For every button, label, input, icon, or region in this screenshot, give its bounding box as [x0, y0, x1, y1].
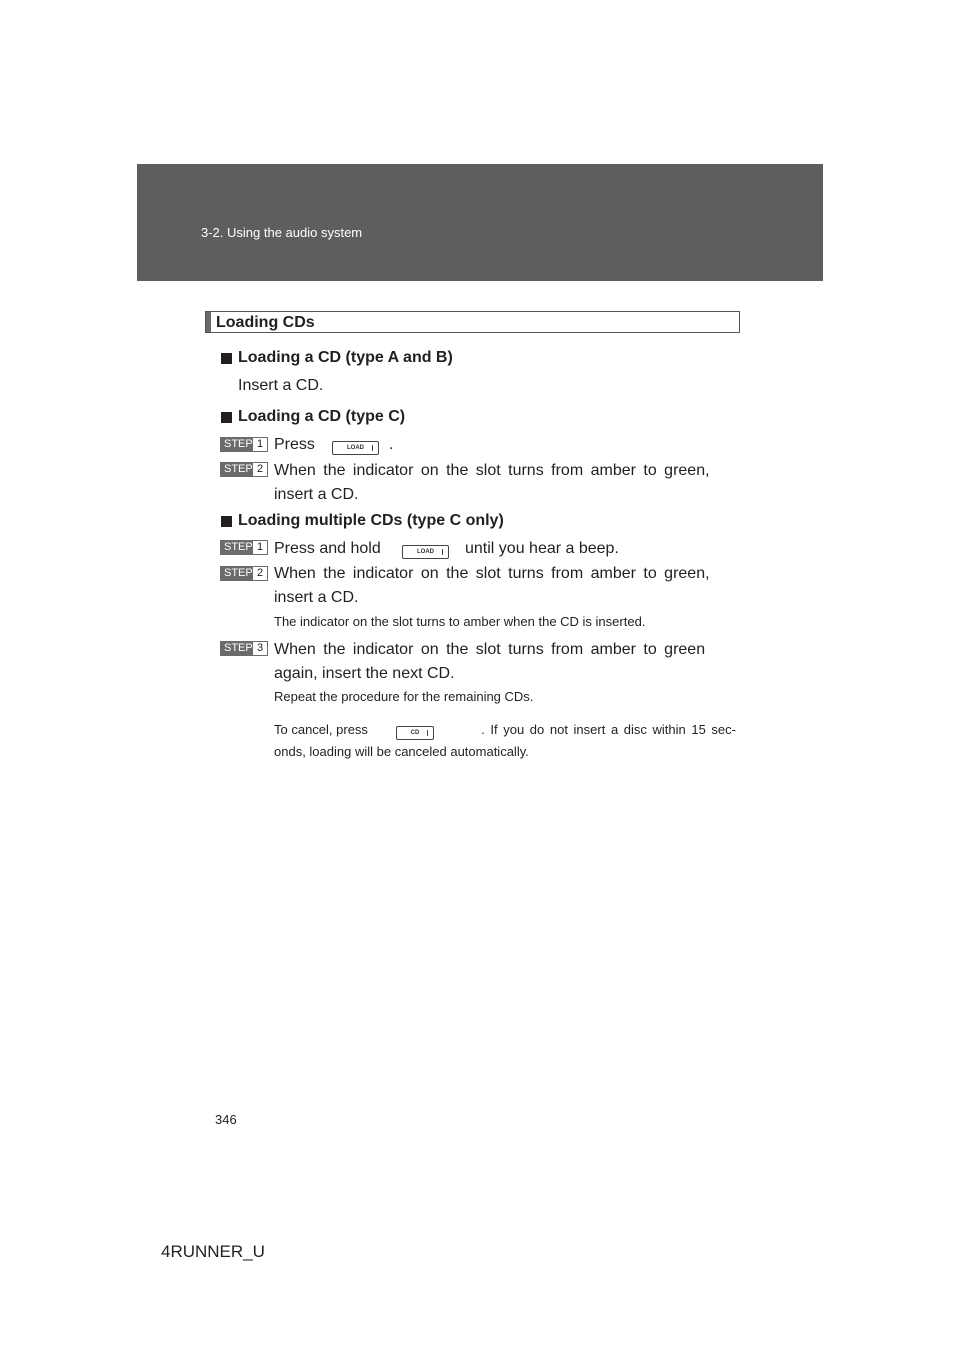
cd-button-icon: CD — [396, 726, 434, 740]
cancel-text-cont: onds, loading will be canceled automatically. — [274, 744, 529, 759]
header-band — [137, 164, 823, 281]
step-text-cont: insert a CD. — [274, 589, 359, 606]
load-button-icon: LOAD — [332, 441, 379, 455]
section-header — [205, 311, 740, 333]
step-number: 2 — [256, 567, 264, 579]
section-title: Loading CDs — [216, 314, 315, 331]
bullet-square-icon — [221, 353, 232, 364]
step-text: When the indicator on the slot turns from amber to green, — [274, 565, 710, 582]
step-label: STEP — [221, 642, 253, 655]
step-label: STEP — [221, 541, 253, 554]
step-badge — [220, 540, 268, 555]
step-number: 2 — [256, 463, 264, 475]
step-text: When the indicator on the slot turns from amber to green, — [274, 462, 710, 479]
breadcrumb: 3-2. Using the audio system — [201, 225, 363, 240]
heading-type-ab-text: Loading a CD (type A and B) — [238, 349, 453, 366]
step-number: 1 — [256, 541, 264, 553]
step-label: STEP — [221, 438, 253, 451]
step-note: The indicator on the slot turns to amber when the CD is inserted. — [274, 614, 646, 629]
heading-type-ab — [221, 349, 453, 367]
cancel-text-end: . If you do not insert a disc within 15 sec- — [481, 722, 736, 737]
load-button-icon: LOAD — [402, 545, 449, 559]
step-number: 1 — [256, 438, 264, 450]
step-label: STEP — [221, 463, 253, 476]
step-text: Press — [274, 436, 315, 453]
step-text: Press and hold — [274, 540, 381, 557]
step-badge — [220, 641, 268, 656]
heading-multiple-text: Loading multiple CDs (type C only) — [238, 512, 504, 529]
bullet-square-icon — [221, 516, 232, 527]
heading-type-c-text: Loading a CD (type C) — [238, 408, 406, 425]
heading-type-c — [221, 408, 405, 426]
section-header-accent — [206, 312, 211, 332]
document-code: 4RUNNER_U — [161, 1242, 265, 1261]
bullet-square-icon — [221, 412, 232, 423]
insert-cd-text: Insert a CD. — [238, 377, 324, 394]
step-text-end: until you hear a beep. — [465, 540, 619, 557]
step-text: When the indicator on the slot turns from amber to green — [274, 641, 706, 658]
step-label: STEP — [221, 567, 253, 580]
step-note: Repeat the procedure for the remaining CDs. — [274, 689, 534, 704]
step-badge — [220, 437, 268, 452]
step-text-end: . — [389, 436, 394, 453]
step-number: 3 — [256, 642, 264, 654]
heading-multiple — [221, 512, 504, 530]
page-number: 346 — [215, 1112, 237, 1127]
step-text-cont: insert a CD. — [274, 486, 359, 503]
step-badge — [220, 462, 268, 477]
step-badge — [220, 566, 268, 581]
step-text-cont: again, insert the next CD. — [274, 665, 455, 682]
cancel-text: To cancel, press — [274, 722, 368, 737]
